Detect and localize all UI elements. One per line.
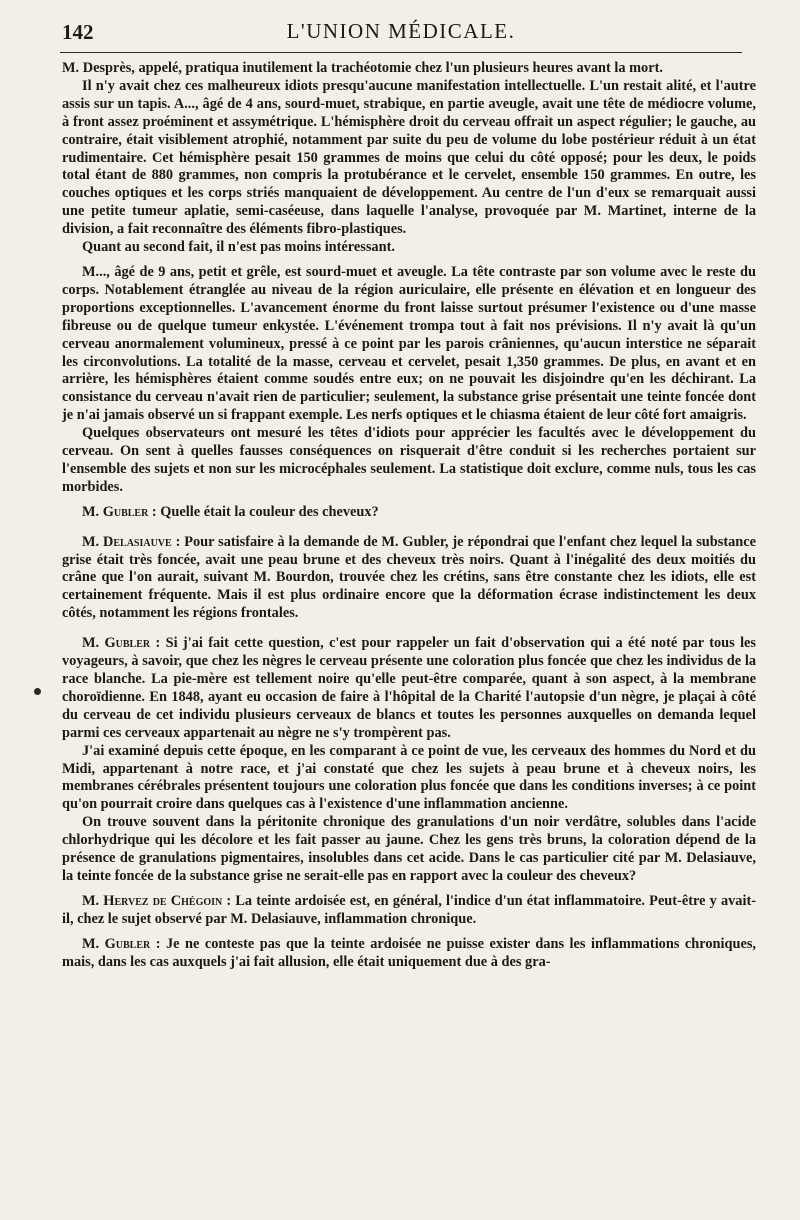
body-text <box>62 60 756 972</box>
paragraph <box>62 814 756 886</box>
paragraph-text: Quant au second fait, il n'est pas moins intéressant. <box>82 239 395 256</box>
paragraph <box>62 635 756 742</box>
running-title: L'UNION MÉDICALE. <box>286 19 516 43</box>
paragraph-text: On trouve souvent dans la péritonite chronique des granulations d'un noir verdâtre, solubles dans l'acide chlorhydrique qui les décolore et les fait passer au jaune. Chez les gens très bruns, la coloration dépend de la présence de granulations pigmentaires, insolubles dans cet acide. Dans le cas particulier cité par M. Delasiauve, la teinte foncée de la substance grise ne serait-elle pas en rapport avec la couleur des cheveux? <box>62 814 756 884</box>
paragraph-text: : Pour satisfaire à la demande de M. Gubler, je répondrai que l'enfant chez lequel la substance grise était très foncée, avait une peau brune et des cheveux très noirs. Quant à l'inégalité des deux moitiés du crâne que l'on aurait, suivant M. Bourdon, trouvée chez les crétins, sans être constante chez les idiots, elle est certainement fréquente. Mais il est plus ordinaire encore que la déformation écrase indistinctement les deux côtés, notamment les régions frontales. <box>62 533 756 622</box>
page-header <box>60 16 742 53</box>
margin-mark <box>34 688 41 695</box>
paragraph <box>62 893 756 929</box>
paragraph-text: : La teinte ardoisée est, en général, l'indice d'un état inflammatoire. Peut-être y avait-il, chez le sujet observé par M. Delasiauve, inflammation chronique. <box>62 892 757 927</box>
paragraph-text: : Quelle était la couleur des cheveux? <box>148 503 379 520</box>
speaker: M. Hervez de Chégoin <box>82 892 223 909</box>
speaker: M. Delasiauve <box>82 533 172 550</box>
page-number: 142 <box>62 20 94 44</box>
paragraph-text: : Si j'ai fait cette question, c'est pour rappeler un fait d'observation qui a été noté par tous les voyageurs, à savoir, que chez les nègres le cerveau présente une coloration plus foncée que chez les individus de la race blanche. La pie-mère est tellement noire qu'elle peut-être comparée, quant à son aspect, à la membrane choroïdienne. En 1848, ayant eu occasion de faire à l'hôpital de la Charité l'autopsie d'un nègre, je plaçai à côté du cerveau de cet individu plusieurs cerveaux de blancs et toutes les personnes auxquelles on demanda lequel parmi ces cerveaux appartenait au nègre ne s'y trompèrent pas. <box>62 635 757 741</box>
paragraph <box>62 60 756 78</box>
paragraph <box>62 504 756 522</box>
paragraph <box>62 936 756 972</box>
paragraph-text: M..., âgé de 9 ans, petit et grêle, est sourd-muet et aveugle. La tête contraste par son volume avec le reste du corps. Notablement étranglée au niveau de la région auriculaire, elle présente en élévation et en longueur des proportions exceptionnelles. L'avancement énorme du front laisse surtout présumer l'existence ou d'une masse fibreuse ou de quelque tumeur enkystée. L'événement trompa tout à fait nos prévisions. Il n'y avait là qu'un cerveau anormalement volumineux, pressé à ce point par les parois crâniennes, qu'aucun interstice ne séparait les circonvolutions. La totalité de la masse, cerveau et cervelet, pesait 1,350 grammes. De plus, en avant et en arrière, les hémisphères étaient comme soudés entre eux; on ne pouvait les disjoindre qu'en les déchirant. La consistance du cerveau n'avait rien de particulier; seulement, la substance grise présentait une teinte foncée dont je n'ai jamais observé un si frappant exemple. Les nerfs optiques et le chiasma étaient de leur côté fort amaigris. <box>62 263 756 424</box>
paragraph <box>62 425 756 497</box>
speaker: M. Gubler <box>82 503 149 520</box>
paragraph-text: J'ai examiné depuis cette époque, en les comparant à ce point de vue, les cerveaux des hommes du Nord et du Midi, appartenant à notre race, et j'ai constaté que chez les sujets à peau brune et à cheveux noirs, les membranes cérébrales présentent toujours une coloration plus foncée que dans les conditions inverses; à ce point qu'on pourrait croire dans quelques cas à l'existence d'une inflammation ancienne. <box>62 742 756 813</box>
paragraph-text: Quelques observateurs ont mesuré les têtes d'idiots pour apprécier les facultés avec le développement du cerveau. On sent à quelles fausses conséquences on risquerait d'être conduit si les recherches portaient sur l'ensemble des sujets et non sur les microcéphales seulement. La statistique doit exclure, comme nuls, tous les cas morbides. <box>62 425 756 495</box>
paragraph <box>62 239 756 257</box>
speaker: M. Gubler <box>82 635 151 652</box>
paragraph-text: M. Desprès, appelé, pratiqua inutilement la trachéotomie chez l'un plusieurs heures avant la mort. <box>62 60 663 76</box>
paragraph <box>62 78 756 239</box>
speaker: M. Gubler <box>82 935 151 952</box>
paragraph-text: Il n'y avait chez ces malheureux idiots presqu'aucune manifestation intellectuelle. L'un restait alité, et l'autre assis sur un tapis. A..., âgé de 4 ans, sourd-muet, strabique, en partie aveugle, avait une tête de médiocre volume, à front assez proéminent et assymétrique. L'hémisphère droit du cerveau offrait un aspect régulier; le gauche, au contraire, était visiblement atrophié, notamment par suite du peu de volume du lobe postérieur réduit à un état rudimentaire. Cet hémisphère pesait 150 grammes de moins que celui du côté opposé; pour les deux, le poids total étant de 880 grammes, non compris la protubérance et le cervelet, ensemble 150 grammes. En outre, les couches optiques et les corps striés manquaient de développement. Au centre de l'un d'eux se remarquait aussi une petite tumeur aplatie, semi-caséeuse, dans laquelle l'analyse, provoquée par M. Martinet, interne de la division, a fait reconnaître des éléments fibro-plastiques. <box>62 77 756 238</box>
paragraph <box>62 743 756 815</box>
paragraph <box>62 534 756 624</box>
paragraph-text: : Je ne conteste pas que la teinte ardoisée ne puisse exister dans les inflammations chroniques, mais, dans les cas auxquels j'ai fait allusion, elle était uniquement due à des gra- <box>62 935 756 970</box>
paragraph <box>62 264 756 425</box>
